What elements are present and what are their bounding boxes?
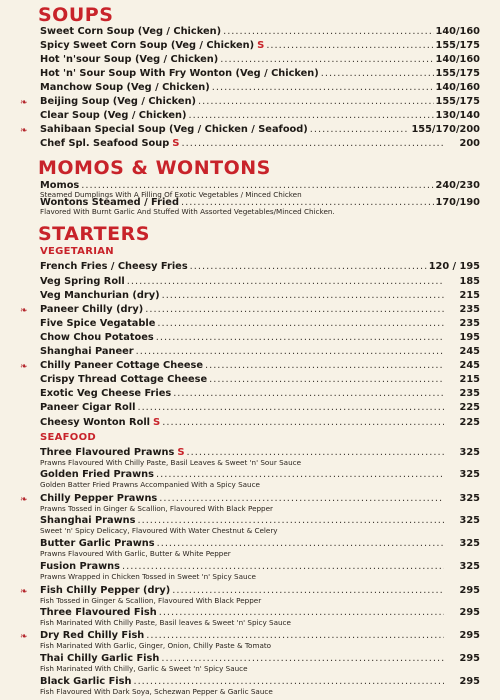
menu-item: [40, 95, 480, 109]
item-price: 325: [459, 561, 480, 572]
item-price: 215: [459, 290, 480, 301]
menu-item: [40, 260, 480, 274]
item-description: Fish Marinated With Chilly, Garlic & Sweet 'n' Spicy Sauce: [40, 664, 248, 673]
item-description: Flavored With Burnt Garlic And Stuffed With Assorted Vegetables/Minced Chicken.: [40, 207, 335, 216]
item-description: Fish Marinated With Garlic, Ginger, Onion, Chilly Paste & Tomato: [40, 641, 272, 650]
menu-item: [40, 39, 480, 53]
item-name: Spicy Sweet Corn Soup (Veg / Chicken) S: [40, 40, 265, 51]
menu-item: [40, 289, 480, 303]
item-price: 245: [459, 360, 480, 371]
item-price: 240/230: [435, 180, 480, 191]
menu-item: [40, 359, 480, 373]
leader-dots: [162, 289, 444, 303]
item-name: Golden Fried Prawns: [40, 469, 154, 480]
menu-item: [40, 109, 480, 123]
menu-item: [40, 416, 480, 430]
item-price: 295: [459, 585, 480, 596]
item-description: Fish Flavoured With Dark Soya, Schezwan Pepper & Garlic Sauce: [40, 687, 273, 696]
leader-dots: [310, 123, 410, 137]
menu-item: [40, 317, 480, 331]
item-name: Chilly Paneer Cottage Cheese: [40, 360, 203, 371]
item-name: Fusion Prawns: [40, 561, 120, 572]
item-description: Fish Marinated With Chilly Paste, Basil leaves & Sweet 'n' Spicy Sauce: [40, 618, 291, 627]
subsection-title-seafood: SEAFOOD: [40, 432, 97, 443]
item-price: 295: [459, 630, 480, 641]
menu-item: [40, 67, 480, 81]
leader-dots: [205, 359, 444, 373]
item-name: Veg Spring Roll: [40, 276, 125, 287]
item-price: 140/160: [435, 54, 480, 65]
menu-item: [40, 345, 480, 359]
item-name: Chilly Pepper Prawns: [40, 493, 158, 504]
leader-dots: [173, 387, 444, 401]
item-name: French Fries / Cheesy Fries: [40, 261, 188, 272]
item-name: Dry Red Chilly Fish: [40, 630, 145, 641]
item-price: 120 / 195: [428, 261, 480, 272]
leaf-bullet-icon: ❧: [20, 126, 28, 136]
leader-dots: [156, 331, 444, 345]
leaf-bullet-icon: ❧: [20, 306, 28, 316]
leader-dots: [220, 53, 433, 67]
item-name: Thai Chilly Garlic Fish: [40, 653, 160, 664]
item-name: Shanghai Prawns: [40, 515, 136, 526]
menu-item: [40, 331, 480, 345]
item-price: 295: [459, 607, 480, 618]
item-price: 170/190: [435, 197, 480, 208]
item-name: Black Garlic Fish: [40, 676, 132, 687]
item-description: Prawns Flavoured With Garlic, Butter & White Pepper: [40, 549, 231, 558]
leader-dots: [209, 373, 444, 387]
item-price: 155/175: [435, 40, 480, 51]
item-name: Veg Manchurian (dry): [40, 290, 160, 301]
item-price: 235: [459, 318, 480, 329]
menu-item: [40, 123, 480, 137]
leader-dots: [181, 137, 444, 151]
item-name: Three Flavoured Fish: [40, 607, 157, 618]
item-price: 295: [459, 653, 480, 664]
item-price: 140/160: [435, 26, 480, 37]
item-description: Fish Tossed in Ginger & Scallion, Flavoured With Black Pepper: [40, 596, 262, 605]
item-price: 235: [459, 304, 480, 315]
menu-item: [40, 25, 480, 39]
leaf-bullet-icon: ❧: [20, 362, 28, 372]
item-description: Sweet 'n' Spicy Delicacy, Flavoured With Water Chestnut & Celery: [40, 526, 278, 535]
leaf-bullet-icon: ❧: [20, 587, 28, 597]
leaf-bullet-icon: ❧: [20, 98, 28, 108]
item-description: Prawns Wrapped in Chicken Tossed in Sweet 'n' Spicy Sauce: [40, 572, 256, 581]
item-name: Clear Soup (Veg / Chicken): [40, 110, 187, 121]
item-price: 200: [459, 138, 480, 149]
leader-dots: [212, 81, 434, 95]
item-name: Wontons Steamed / Fried: [40, 197, 179, 208]
spicy-icon: S: [153, 417, 161, 428]
item-name: Five Spice Vegatable: [40, 318, 156, 329]
leader-dots: [266, 39, 433, 53]
item-price: 155/170/200: [411, 124, 480, 135]
item-description: Golden Batter Fried Prawns Accompanied With a Spicy Sauce: [40, 480, 260, 489]
leader-dots: [189, 109, 434, 123]
section-title-soups: SOUPS: [38, 4, 114, 26]
item-name: Chef Spl. Seafood Soup S: [40, 138, 180, 149]
menu-item: [40, 401, 480, 415]
leader-dots: [162, 416, 444, 430]
item-name: Crispy Thread Cottage Cheese: [40, 374, 208, 385]
item-name: Fish Chilly Pepper (dry): [40, 585, 171, 596]
item-price: 325: [459, 515, 480, 526]
item-description: Prawns Flavoured With Chilly Paste, Basil Leaves & Sweet 'n' Sour Sauce: [40, 458, 302, 467]
item-price: 130/140: [435, 110, 480, 121]
menu-item: [40, 275, 480, 289]
item-description: Prawns Tossed in Ginger & Scallion, Flavoured With Black Pepper: [40, 504, 274, 513]
item-name: Manchow Soup (Veg / Chicken): [40, 82, 210, 93]
item-price: 155/175: [435, 96, 480, 107]
item-name: Three Flavoured Prawns S: [40, 447, 185, 458]
leader-dots: [145, 303, 444, 317]
item-name: Beijing Soup (Veg / Chicken): [40, 96, 197, 107]
item-price: 325: [459, 447, 480, 458]
item-description: Steamed Dumplings With A Filling Of Exotic Vegetables / Minced Chicken: [40, 190, 302, 199]
item-name: Sahibaan Special Soup (Veg / Chicken / Seafood): [40, 124, 308, 135]
item-name: Exotic Veg Cheese Fries: [40, 388, 172, 399]
leader-dots: [198, 95, 433, 109]
item-name: Paneer Chilly (dry): [40, 304, 144, 315]
item-price: 235: [459, 388, 480, 399]
item-price: 245: [459, 346, 480, 357]
item-name: Butter Garlic Prawns: [40, 538, 155, 549]
item-name: Sweet Corn Soup (Veg / Chicken): [40, 26, 222, 37]
item-price: 325: [459, 538, 480, 549]
item-price: 140/160: [435, 82, 480, 93]
item-price: 155/175: [435, 68, 480, 79]
item-name: Momos: [40, 180, 80, 191]
spicy-icon: S: [257, 40, 265, 51]
menu-item: [40, 373, 480, 387]
leader-dots: [127, 275, 444, 289]
leader-dots: [321, 67, 434, 81]
item-price: 185: [459, 276, 480, 287]
spicy-icon: S: [177, 447, 185, 458]
leader-dots: [137, 401, 444, 415]
item-price: 215: [459, 374, 480, 385]
subsection-title-vegetarian: VEGETARIAN: [40, 246, 114, 257]
menu-item: [40, 137, 480, 151]
menu-item: [40, 303, 480, 317]
leader-dots: [136, 345, 444, 359]
item-price: 325: [459, 469, 480, 480]
item-name: Shanghai Paneer: [40, 346, 134, 357]
leaf-bullet-icon: ❧: [20, 632, 28, 642]
menu-item: [40, 387, 480, 401]
section-title-momos: MOMOS & WONTONS: [38, 157, 271, 179]
item-price: 325: [459, 493, 480, 504]
item-price: 225: [459, 402, 480, 413]
section-title-starters: STARTERS: [38, 223, 150, 245]
item-name: Hot 'n'sour Soup (Veg / Chicken): [40, 54, 219, 65]
spicy-icon: S: [172, 138, 180, 149]
item-price: 195: [459, 332, 480, 343]
menu-item: [40, 53, 480, 67]
item-name: Hot 'n' Sour Soup With Fry Wonton (Veg / Chicken): [40, 68, 319, 79]
menu-item: [40, 81, 480, 95]
item-name: Paneer Cigar Roll: [40, 402, 136, 413]
item-name: Cheesy Wonton Roll S: [40, 417, 161, 428]
item-price: 295: [459, 676, 480, 687]
leader-dots: [223, 25, 433, 39]
item-price: 225: [459, 417, 480, 428]
leader-dots: [190, 260, 427, 274]
leader-dots: [157, 317, 444, 331]
item-name: Chow Chou Potatoes: [40, 332, 154, 343]
leaf-bullet-icon: ❧: [20, 495, 28, 505]
